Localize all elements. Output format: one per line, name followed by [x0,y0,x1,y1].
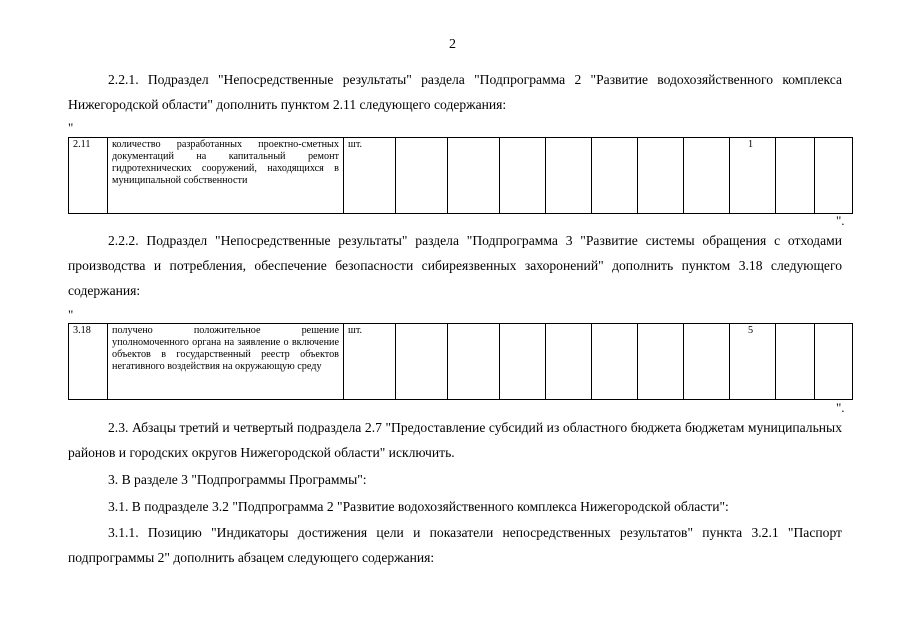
table-item-2-11 [68,137,853,214]
paragraph-3-1-1: 3.1.1. Позицию "Индикаторы достижения цели и показатели непосредственных результатов" пункта 3.2.1 "Паспорт подпрограммы 2" дополнить абзацем следующего содержания: [68,525,842,565]
closing-quote-1: ". [836,213,845,228]
paragraph-2-3: 2.3. Абзацы третий и четвертый подраздела 2.7 "Предоставление субсидий из областного бюджета бюджетам муниципальных районов и городских округов Нижегородской области" исключить. [68,420,842,460]
empty-cell [684,138,730,214]
empty-cell [684,324,730,400]
item-value: 5 [730,324,776,400]
table-item-3-18 [68,323,853,400]
opening-quote-1: " [68,120,74,135]
empty-cell [592,138,638,214]
empty-cell [500,138,546,214]
empty-cell [396,138,448,214]
table-row [69,324,853,400]
empty-cell [396,324,448,400]
empty-cell [776,138,815,214]
closing-quote-2: ". [836,400,845,415]
empty-cell [546,138,592,214]
empty-cell [815,138,853,214]
item-unit: шт. [344,138,396,214]
item-value: 1 [730,138,776,214]
paragraph-3-1: 3.1. В подразделе 3.2 "Подпрограмма 2 "Развитие водохозяйственного комплекса Нижегородской области": [108,499,729,514]
empty-cell [638,324,684,400]
empty-cell [546,324,592,400]
empty-cell [448,138,500,214]
table-row [69,138,853,214]
empty-cell [776,324,815,400]
item-number: 2.11 [69,138,108,214]
item-unit: шт. [344,324,396,400]
item-description: количество разработанных проектно-сметных документаций на капитальный ремонт гидротехнических сооружений, находящихся в муниципальной собственности [108,138,344,214]
empty-cell [448,324,500,400]
empty-cell [815,324,853,400]
paragraph-2-2-1: 2.2.1. Подраздел "Непосредственные результаты" раздела "Подпрограмма 2 "Развитие водохозяйственного комплекса Нижегородской области" дополнить пунктом 2.11 следующего содержания: [68,72,842,112]
item-number: 3.18 [69,324,108,400]
opening-quote-2: " [68,307,74,322]
empty-cell [592,324,638,400]
item-description: получено положительное решение уполномоченного органа на заявление о включение объектов в государственный реестр объектов негативного воздействия на окружающую среду [108,324,344,400]
page-number: 2 [449,37,456,52]
paragraph-3: 3. В разделе 3 "Подпрограммы Программы": [108,472,367,487]
empty-cell [500,324,546,400]
paragraph-2-2-2: 2.2.2. Подраздел "Непосредственные результаты" раздела "Подпрограмма 3 "Развитие системы обращения с отходами производства и потребления, обеспечение безопасности сибиреязвенных захоронений" дополнить пунктом 3.18 следующего содержания: [68,233,842,298]
empty-cell [638,138,684,214]
